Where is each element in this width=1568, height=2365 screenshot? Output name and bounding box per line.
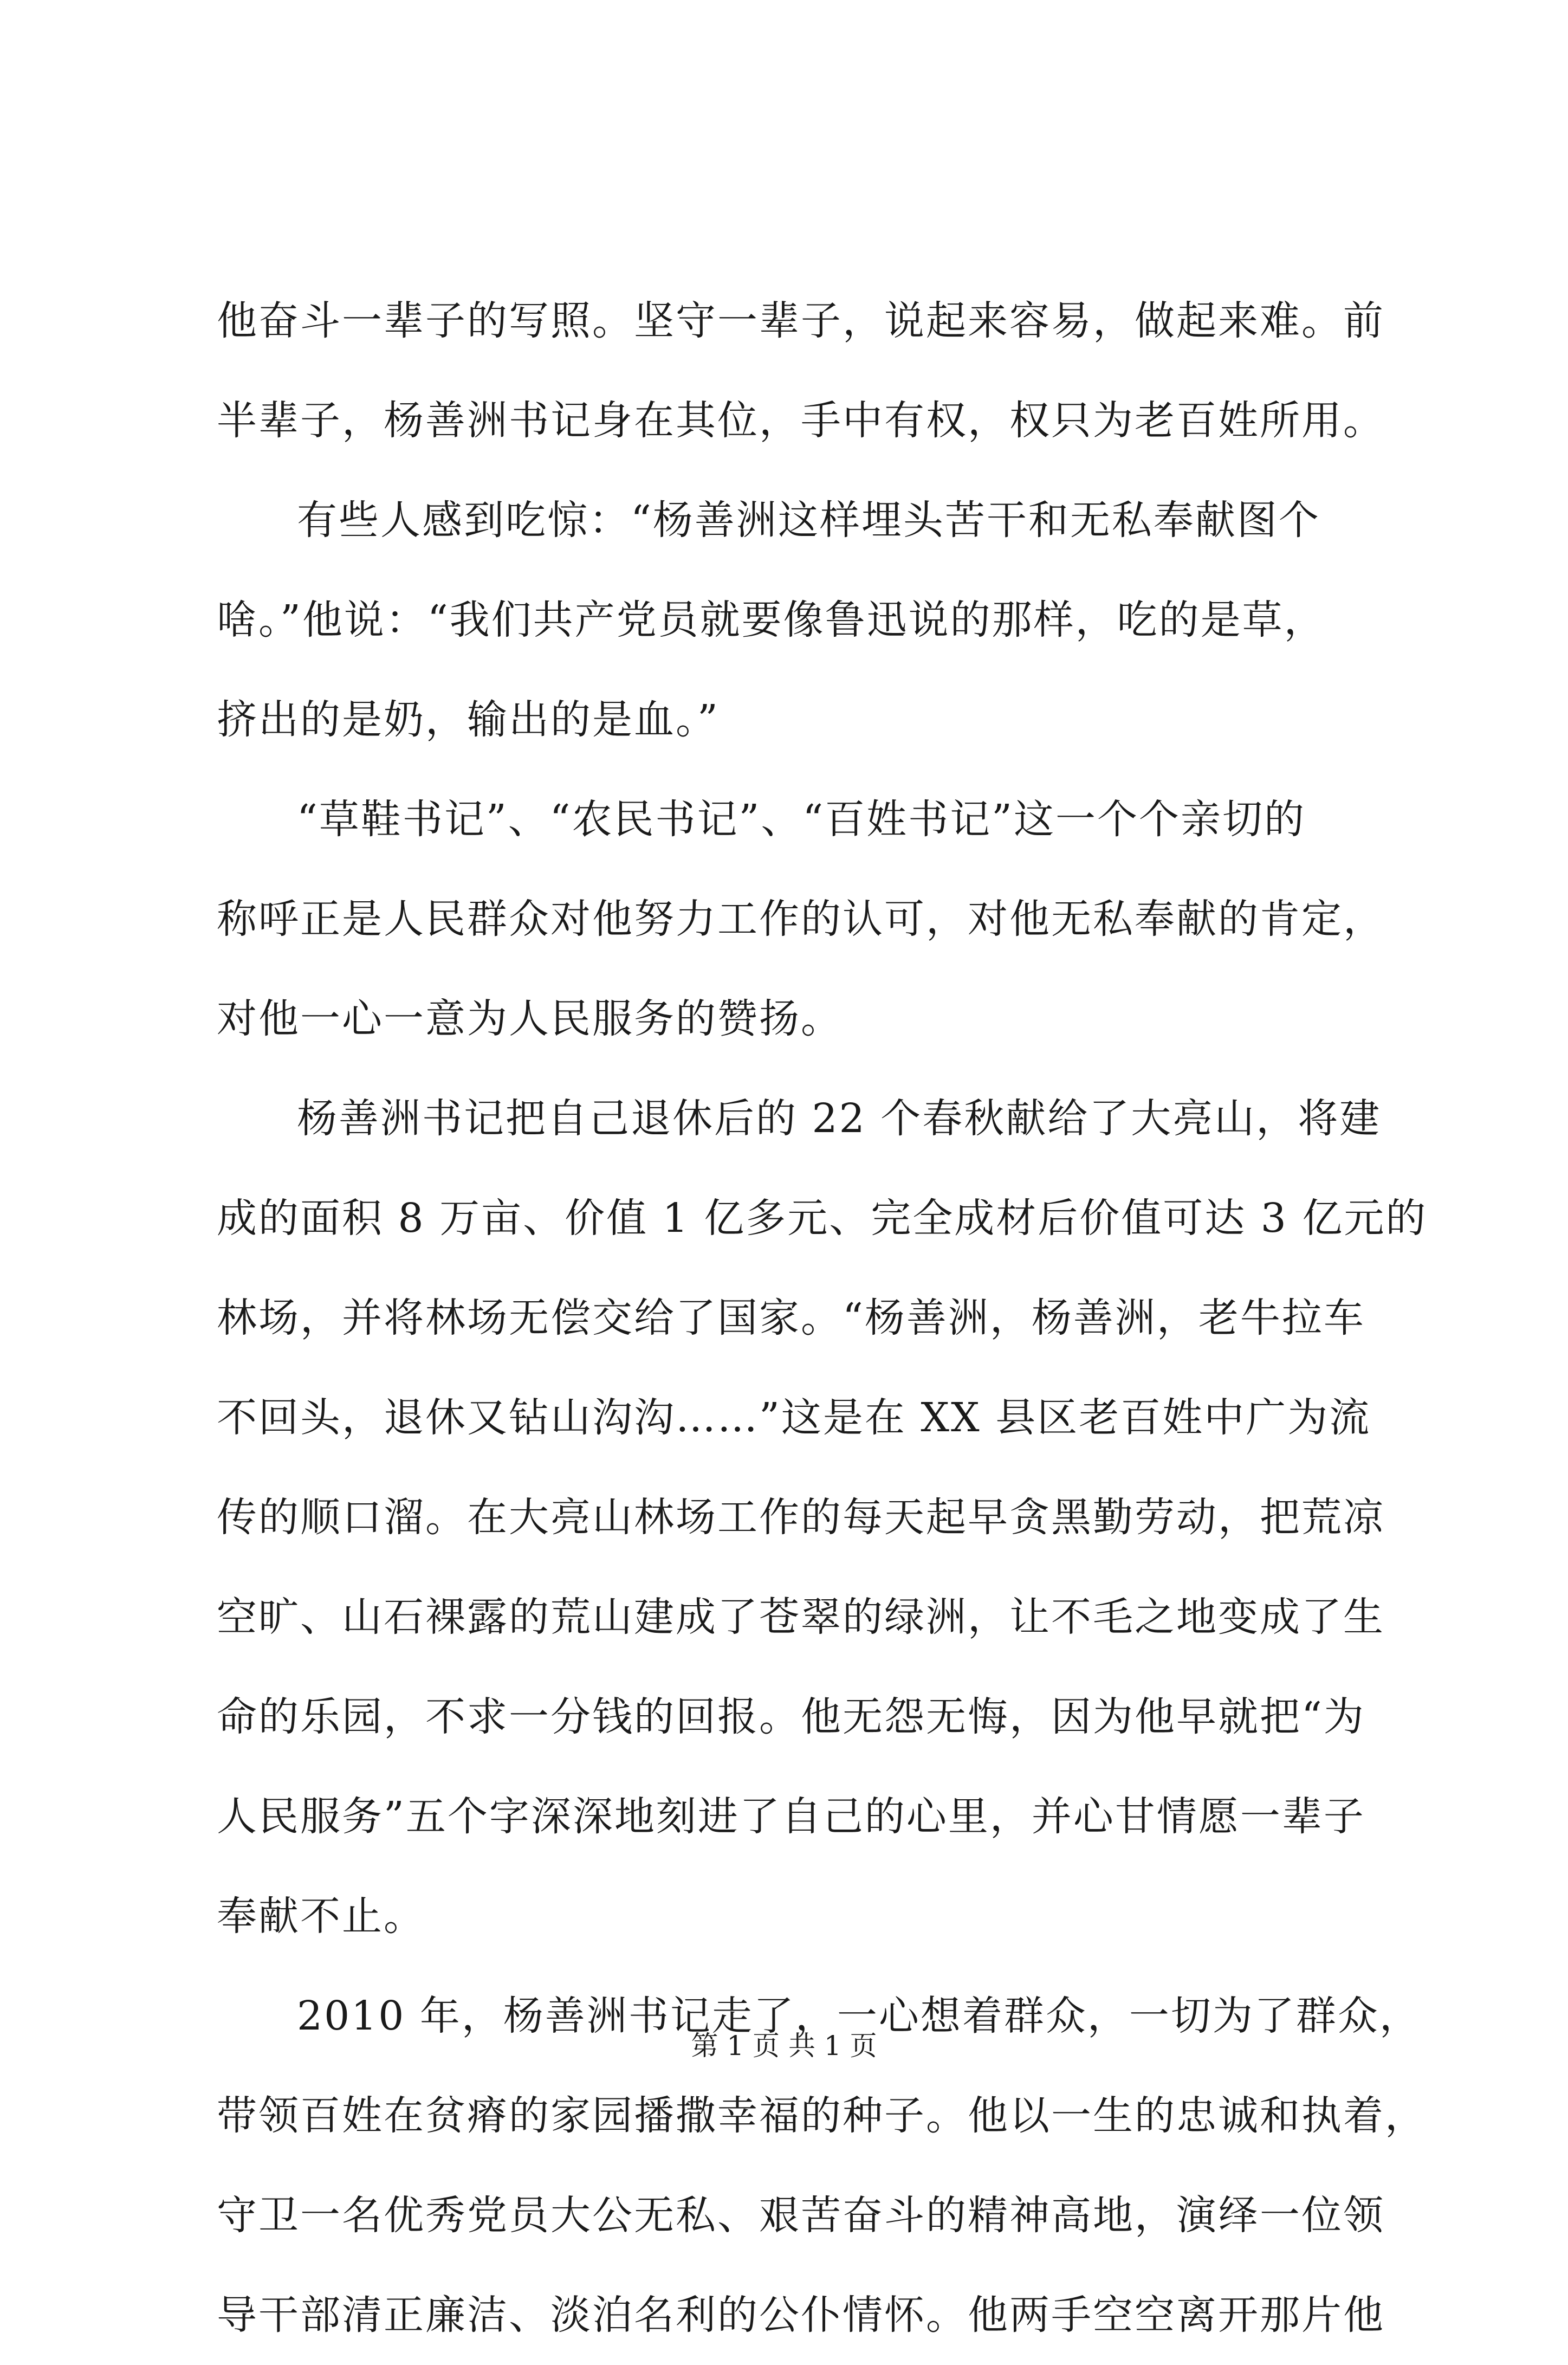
text-line: 带领百姓在贫瘠的家园播撒幸福的种子。他以一生的忠诚和执着，	[217, 2092, 1427, 2139]
paragraph-first-line: 2010 年，杨善洲书记走了，一心想着群众，一切为了群众，	[297, 1993, 1421, 2039]
paragraph-first-line: “草鞋书记”、“农民书记”、“百姓书记”这一个个亲切的	[297, 796, 1306, 843]
text-line: 人民服务”五个字深深地刻进了自己的心里，并心甘情愿一辈子	[217, 1793, 1365, 1840]
text-line: 成的面积 8 万亩、价值 1 亿多元、完全成材后价值可达 3 亿元的	[217, 1195, 1428, 1242]
text-line: 命的乐园，不求一分钱的回报。他无怨无悔，因为他早就把“为	[217, 1694, 1365, 1740]
text-line: 他奋斗一辈子的写照。坚守一辈子，说起来容易，做起来难。前	[217, 298, 1385, 344]
text-line: 守卫一名优秀党员大公无私、艰苦奋斗的精神高地，演绎一位领	[217, 2192, 1385, 2239]
text-line: 挤出的是奶，输出的是血。”	[217, 696, 720, 743]
text-line: 导干部清正廉洁、淡泊名利的公仆情怀。他两手空空离开那片他	[217, 2292, 1385, 2338]
text-line: 半辈子，杨善洲书记身在其位，手中有权，权只为老百姓所用。	[217, 397, 1385, 444]
text-line: 对他一心一意为人民服务的赞扬。	[217, 996, 843, 1042]
text-line: 空旷、山石裸露的荒山建成了苍翠的绿洲，让不毛之地变成了生	[217, 1594, 1385, 1640]
text-line: 啥。”他说：“我们共产党员就要像鲁迅说的那样，吃的是草，	[217, 597, 1326, 643]
paragraph-first-line: 杨善洲书记把自己退休后的 22 个春秋献给了大亮山，将建	[297, 1095, 1382, 1142]
text-line: 奉献不止。	[217, 1893, 425, 1940]
paragraph-first-line: 有些人感到吃惊：“杨善洲这样埋头苦干和无私奉献图个	[297, 497, 1320, 544]
page-footer: 第 1 页 共 1 页	[691, 2030, 877, 2062]
text-line: 传的顺口溜。在大亮山林场工作的每天起早贪黑勤劳动，把荒凉	[217, 1494, 1385, 1541]
text-line: 林场，并将林场无偿交给了国家。“杨善洲，杨善洲，老牛拉车	[217, 1295, 1365, 1341]
text-line: 不回头，退休又钻山沟沟……”这是在 XX 县区老百姓中广为流	[217, 1394, 1371, 1441]
text-line: 称呼正是人民群众对他努力工作的认可，对他无私奉献的肯定，	[217, 896, 1385, 942]
